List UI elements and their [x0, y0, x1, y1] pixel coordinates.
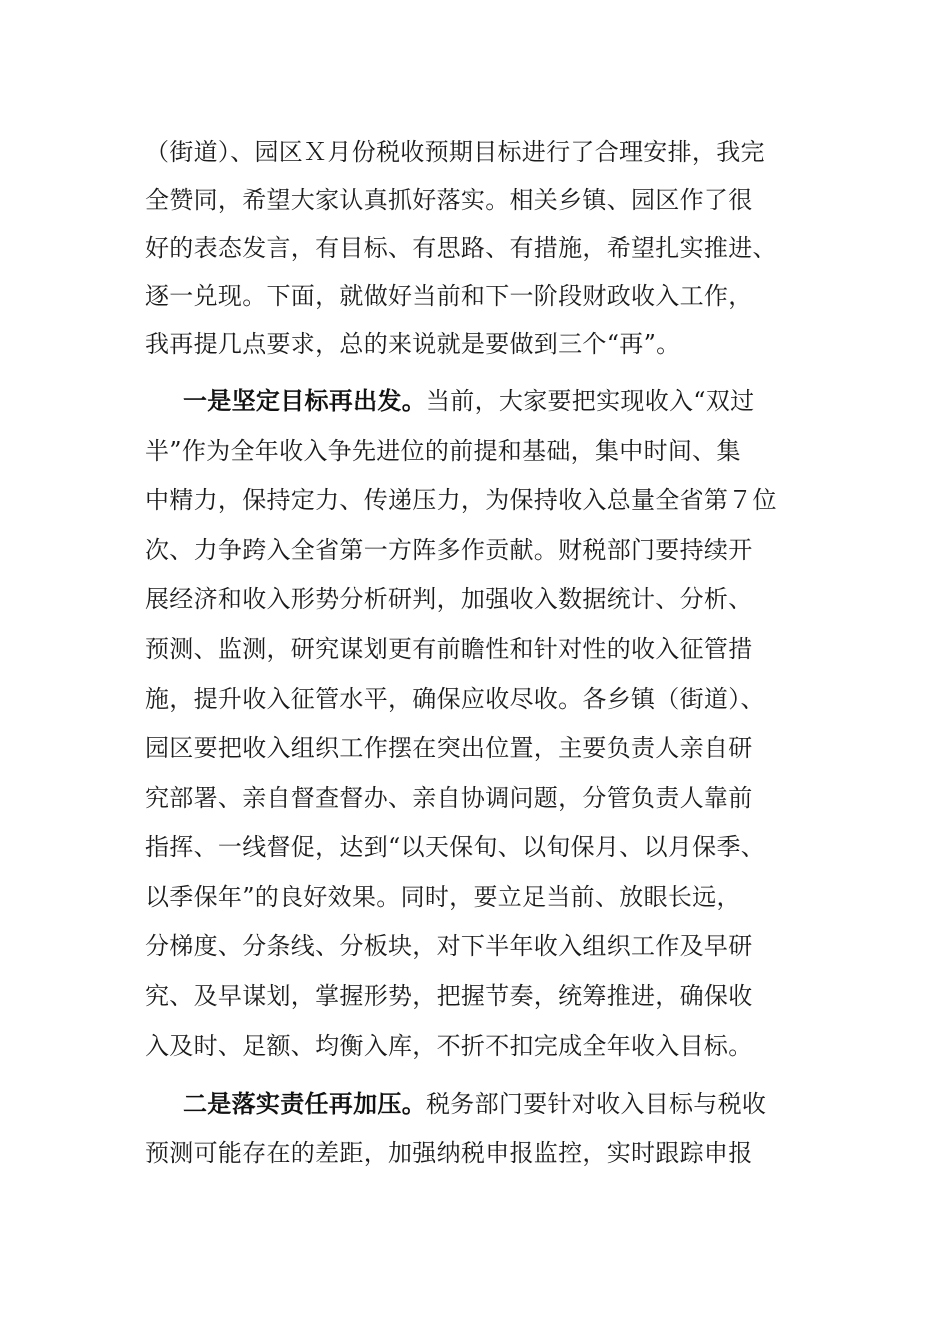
paragraph-2-line-8: 园区要把收入组织工作摆在突出位置，主要负责人亲自研	[145, 734, 753, 762]
paragraph-2-line-9: 究部署、亲自督查督办、亲自协调问题，分管负责人靠前	[145, 784, 753, 812]
paragraph-2-first-line	[183, 384, 754, 418]
paragraph-1-line-2: 全赞同，希望大家认真抓好落实。相关乡镇、园区作了很	[145, 186, 753, 214]
paragraph-2-line-2: 半”作为全年收入争先进位的前提和基础，集中时间、集	[145, 437, 741, 465]
paragraph-2-first-line-text: 当前，大家要把实现收入“双过	[426, 387, 755, 415]
paragraph-1-line-4: 逐一兑现。下面，就做好当前和下一阶段财政收入工作，	[145, 282, 753, 310]
paragraph-2-line-3: 中精力，保持定力、传递压力，为保持收入总量全省第７位	[145, 486, 777, 514]
paragraph-2-line-6: 预测、监测，研究谋划更有前瞻性和针对性的收入征管措	[145, 635, 753, 663]
paragraph-2-line-11: 以季保年”的良好效果。同时，要立足当前、放眼长远，	[145, 883, 741, 911]
paragraph-2-heading: 一是坚定目标再出发。	[183, 386, 426, 415]
paragraph-1-line-5: 我再提几点要求，总的来说就是要做到三个“再”。	[145, 330, 681, 358]
paragraph-2-line-13: 究、及早谋划，掌握形势，把握节奏，统筹推进，确保收	[145, 982, 753, 1010]
paragraph-3-first-line-text: 税务部门要针对收入目标与税收	[426, 1090, 767, 1118]
paragraph-3-first-line	[183, 1087, 766, 1121]
paragraph-1-line-3: 好的表态发言，有目标、有思路、有措施，希望扎实推进、	[145, 234, 777, 262]
paragraph-2-line-14: 入及时、足额、均衡入库，不折不扣完成全年收入目标。	[145, 1032, 753, 1060]
paragraph-3-line-2: 预测可能存在的差距，加强纳税申报监控，实时跟踪申报	[145, 1139, 753, 1167]
paragraph-2-line-12: 分梯度、分条线、分板块，对下半年收入组织工作及早研	[145, 932, 753, 960]
paragraph-2-line-10: 指挥、一线督促，达到“以天保旬、以旬保月、以月保季、	[145, 833, 766, 861]
paragraph-1-line-1: （街道）、园区Ｘ月份税收预期目标进行了合理安排，我完	[145, 138, 765, 166]
paragraph-3-heading: 二是落实责任再加压。	[183, 1089, 426, 1118]
paragraph-2-line-7: 施，提升收入征管水平，确保应收尽收。各乡镇（街道）、	[145, 685, 765, 713]
paragraph-2-line-4: 次、力争跨入全省第一方阵多作贡献。财税部门要持续开	[145, 536, 753, 564]
paragraph-2-line-5: 展经济和收入形势分析研判，加强收入数据统计、分析、	[145, 585, 753, 613]
